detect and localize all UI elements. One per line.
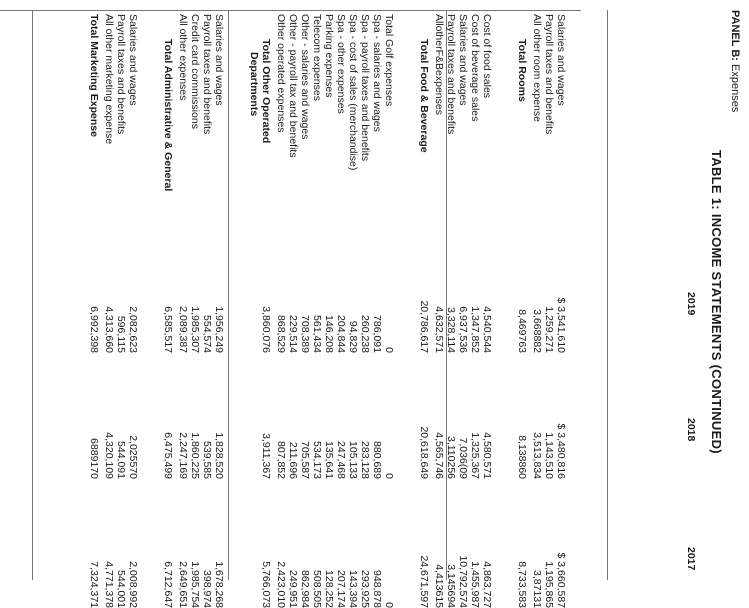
value-cell-2018: 1,325,367 (469, 432, 481, 479)
value-cell-2017: 293,925 (359, 570, 371, 608)
value-cell-2019: 229,514 (287, 315, 299, 353)
value-cell-2017: 10,792,574 (457, 555, 469, 608)
value-cell-2018: 247,468 (335, 441, 347, 479)
row-label: Salaries and wages (127, 14, 139, 106)
value-cell-2017: 2,423,010 (275, 561, 287, 608)
row-label: Payroll taxes and benefits (201, 14, 213, 135)
row-label: Spa - payroll taxes and benefits (359, 14, 371, 162)
row-label: Departments (248, 52, 260, 117)
value-cell-2017: 1,985,754 (189, 561, 201, 608)
value-cell-2018: $ 3,480,816 (555, 423, 567, 479)
value-cell-2019: 1,985,307 (189, 306, 201, 353)
value-cell-2018: 3,513,834 (531, 432, 543, 479)
row-label: Total Food & Beverage (418, 39, 430, 153)
value-cell-2018: 3,110256 (445, 435, 457, 479)
value-cell-2017: 2,649,651 (177, 561, 189, 608)
value-cell-2017: 24,671,597 (418, 555, 430, 608)
value-cell-2018: 6889170 (88, 438, 100, 479)
panel-heading (729, 10, 741, 112)
row-label: Spa - other expenses (335, 14, 347, 114)
value-cell-2019: 8,469763 (516, 309, 528, 353)
value-cell-2017: 4,863,727 (481, 561, 493, 608)
value-cell-2018: 544,091 (115, 441, 127, 479)
value-cell-2019: 204,844 (335, 315, 347, 353)
rooms-total-rule (607, 10, 608, 580)
value-cell-2019: 2,089,387 (177, 306, 189, 353)
row-label: Payroll taxes and benefits (543, 14, 555, 135)
row-label: Salaries and wages (555, 14, 567, 106)
value-cell-2018: 807,852 (275, 441, 287, 479)
panel-subtitle: Expenses (729, 64, 741, 113)
value-cell-2017: 249,951 (287, 570, 299, 608)
value-cell-2019: 3,328,114 (445, 307, 457, 353)
value-cell-2019: 20,786,617 (418, 300, 430, 353)
value-cell-2019: 0 (383, 347, 395, 353)
value-cell-2017: 3,87131 (531, 570, 543, 608)
value-cell-2019: 6,585,517 (162, 306, 174, 353)
value-cell-2017: 4,413615 (433, 564, 445, 608)
value-cell-2017: 4,771,378 (103, 561, 115, 608)
value-cell-2018: 4,580,571 (481, 432, 493, 479)
value-cell-2019: 94,829 (347, 320, 359, 353)
value-cell-2019: 596,115 (115, 315, 127, 353)
row-label: Other operated expenses (275, 14, 287, 133)
row-label: Payroll taxes and benefits (115, 14, 127, 135)
value-cell-2017: 862,984 (299, 570, 311, 608)
value-cell-2017: 508,505 (311, 570, 323, 608)
value-cell-2018: 6,475,499 (162, 432, 174, 479)
value-cell-2019: 3,668882 (531, 309, 543, 353)
value-cell-2019: 1,956,249 (213, 306, 225, 353)
value-cell-2017: 8,733,583 (516, 561, 528, 608)
row-label: Total Rooms (516, 39, 528, 102)
value-cell-2017: 0 (383, 602, 395, 608)
value-cell-2019: 2,082,623 (127, 306, 139, 353)
value-cell-2017: 7,324,371 (88, 561, 100, 608)
year-header-2019: 2019 (685, 292, 697, 316)
value-cell-2019: 4,540,544 (481, 306, 493, 353)
value-cell-2018: 4,565,746 (433, 432, 445, 479)
value-cell-2017: 2,008,992 (127, 561, 139, 608)
value-cell-2019: 868,529 (275, 315, 287, 353)
value-cell-2018: 0 (383, 473, 395, 479)
row-label: Credit card commissions (189, 14, 201, 129)
value-cell-2019: 6,937,536 (457, 306, 469, 353)
row-label: Payroll taxes and benefits (445, 14, 457, 135)
table-left-rule (0, 10, 581, 11)
value-cell-2018: 3,911,367 (260, 433, 272, 479)
value-cell-2017: 544,001 (115, 570, 127, 608)
value-cell-2017: 398,974 (201, 570, 213, 608)
ag-total-rule (228, 10, 229, 580)
row-label: Cost of food sales (481, 14, 493, 99)
row-label: Salaries and wages (457, 14, 469, 106)
value-cell-2019: $ 3,541,610 (555, 297, 567, 353)
row-label: AllotherF&Bexpenses (433, 14, 445, 115)
value-cell-2017: 207,174 (335, 570, 347, 608)
row-label: All other room expense (531, 14, 543, 122)
value-cell-2018: 705,587 (299, 441, 311, 479)
value-cell-2018: 1,828,520 (213, 432, 225, 479)
row-label: All other expenses (177, 14, 189, 101)
value-cell-2018: 1,860,225 (189, 432, 201, 479)
value-cell-2017: 1,195,865 (543, 561, 555, 608)
row-label: Salaries and wages (213, 14, 225, 106)
value-cell-2019: 146,208 (323, 315, 335, 353)
value-cell-2018: 211,696 (287, 441, 299, 479)
value-cell-2017: 948,878 (371, 570, 383, 608)
value-cell-2017: 3,145694 (445, 564, 457, 608)
value-cell-2018: 2,247,169 (177, 432, 189, 479)
value-cell-2019: 561,434 (311, 315, 323, 353)
value-cell-2019: 1,347,852 (469, 306, 481, 353)
value-cell-2017: 128,252 (323, 570, 335, 608)
row-label: Spa - cost of sales (merchandise) (347, 14, 359, 171)
value-cell-2017: 143,394 (347, 570, 359, 608)
value-cell-2018: 20,618,649 (418, 426, 430, 479)
row-label: Total Marketing Expense (88, 14, 100, 137)
value-cell-2019: 708,389 (299, 315, 311, 353)
value-cell-2018: 8,138860 (516, 435, 528, 479)
row-label: Other - payroll tax and benefits (287, 14, 299, 158)
value-cell-2017: 6,712,647 (162, 561, 174, 608)
value-cell-2017: 1,455,987 (469, 561, 481, 608)
value-cell-2018: 7,036(09 (457, 437, 469, 479)
value-cell-2019: 6,992,398 (88, 306, 100, 353)
value-cell-2018: 539,585 (201, 441, 213, 479)
value-cell-2019: 260,238 (359, 315, 371, 353)
table-title: TABLE 1: INCOME STATEMENTS (CONTINUED) (709, 150, 724, 454)
value-cell-2017: $ 3,660,587 (555, 552, 567, 608)
row-label: Total Administrative & General (162, 39, 174, 192)
value-cell-2018: 2,025570 (127, 435, 139, 479)
value-cell-2019: 3,860,076 (260, 306, 272, 353)
value-cell-2019: 554,574 (201, 315, 213, 353)
value-cell-2018: 135,641 (323, 441, 335, 479)
row-label: Total Other Operated (260, 39, 272, 144)
value-cell-2018: 1,143,510 (543, 432, 555, 479)
value-cell-2018: 283,128 (359, 441, 371, 479)
row-label: All other marketing expense (103, 14, 115, 145)
value-cell-2018: 4,320,109 (103, 432, 115, 479)
value-cell-2019: 4,313,660 (103, 306, 115, 353)
value-cell-2019: 4,632,571 (433, 306, 445, 353)
row-label: Total Golf expenses (383, 14, 395, 107)
row-label: Cost of beverage sales (469, 14, 481, 122)
panel-label: PANEL B: (729, 10, 741, 61)
row-label: Parking expenses (323, 14, 335, 98)
row-label: Spa - salaries and wages (371, 14, 383, 132)
row-label: Other - salaries and wages (299, 14, 311, 140)
marketing-total-rule (32, 10, 33, 580)
value-cell-2017: 1,678,268 (213, 561, 225, 608)
value-cell-2019: 1,259,271 (543, 306, 555, 353)
year-header-2018: 2018 (685, 418, 697, 442)
value-cell-2018: 105,133 (347, 441, 359, 479)
value-cell-2019: 786,091 (371, 315, 383, 353)
year-header-2017: 2017 (685, 547, 697, 571)
row-label: Telecom expenses (311, 14, 323, 101)
value-cell-2018: 534,173 (311, 441, 323, 479)
value-cell-2018: 880,689 (371, 441, 383, 479)
value-cell-2017: 5,766,073 (260, 561, 272, 608)
